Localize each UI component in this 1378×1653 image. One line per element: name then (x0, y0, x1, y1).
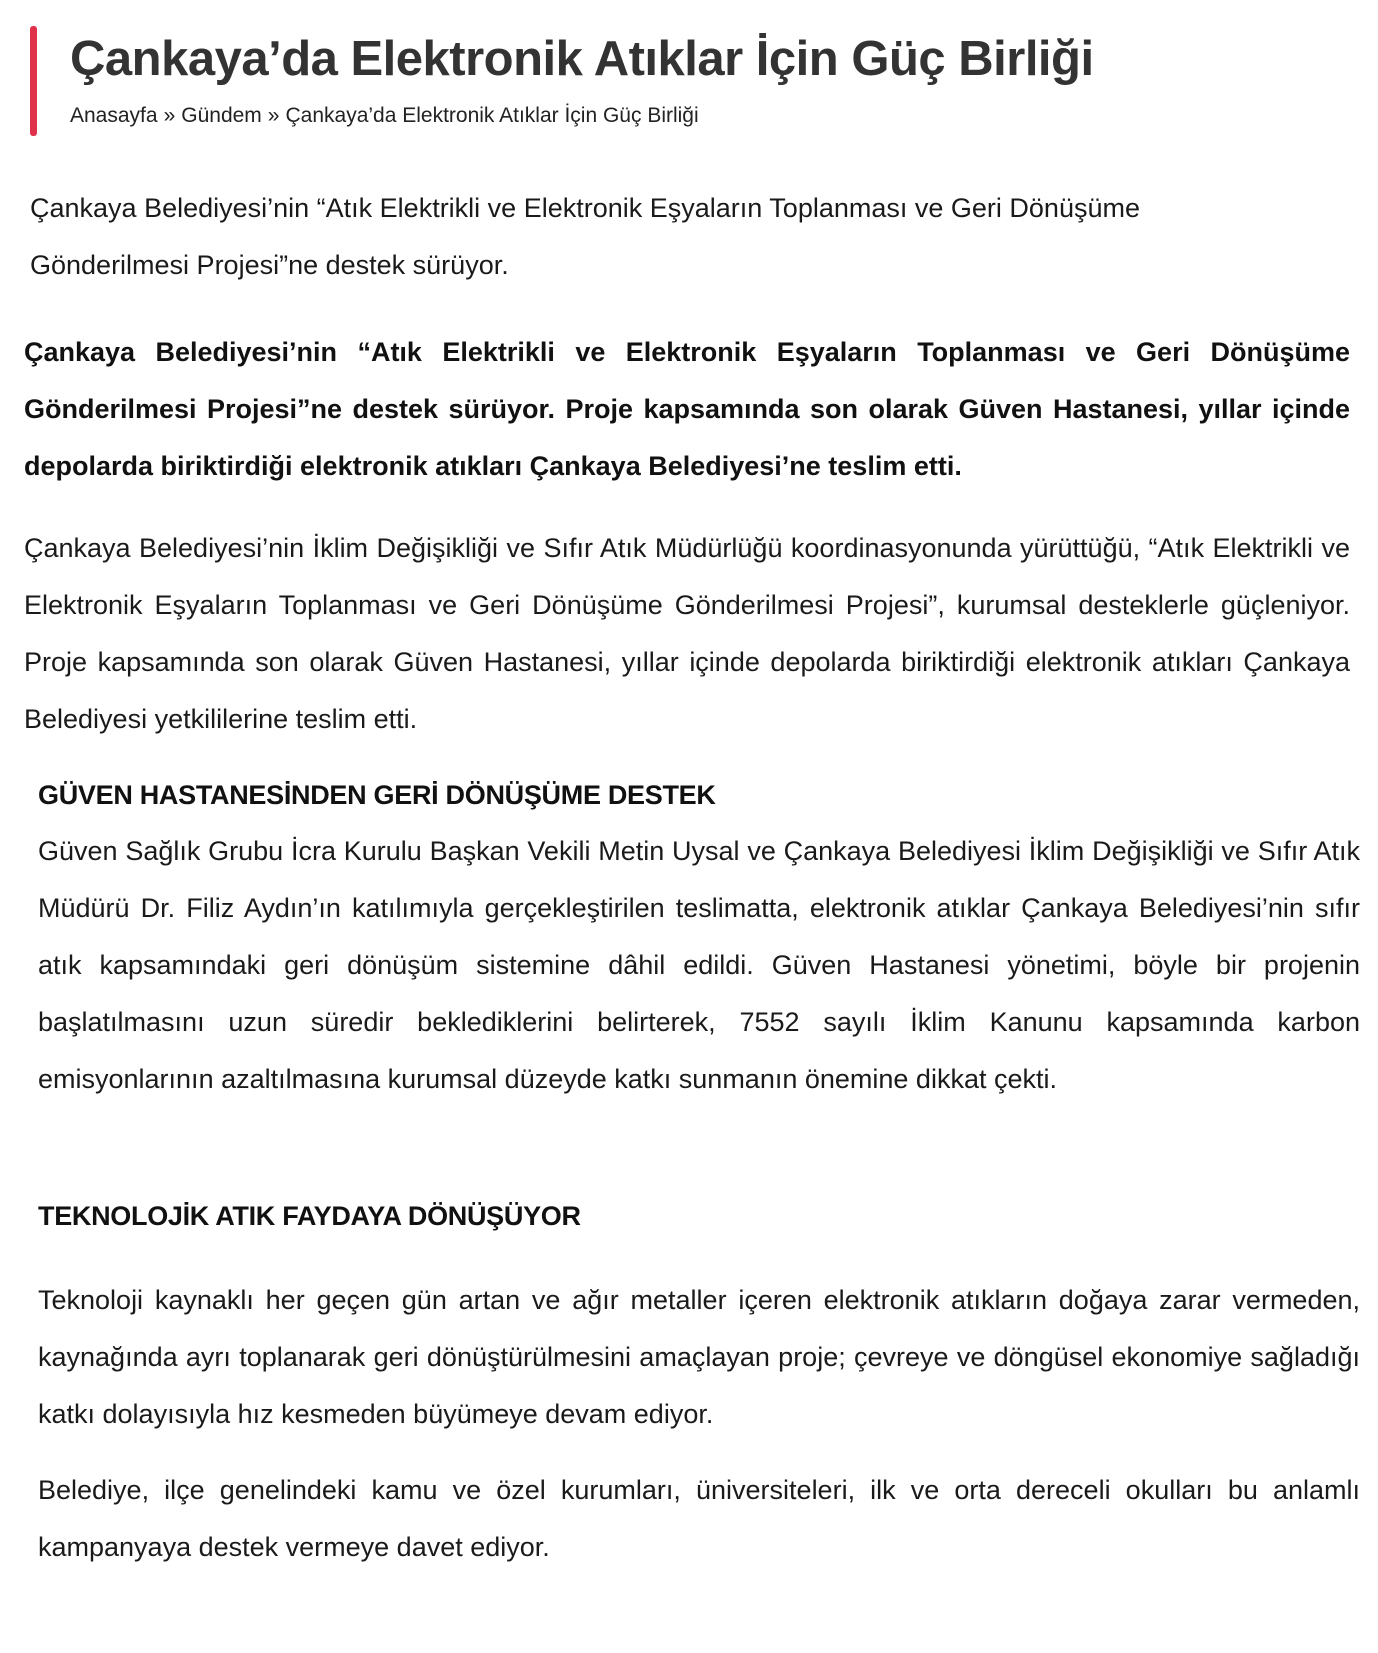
article-section-teknolojik (38, 1196, 1360, 1576)
section-paragraph: Güven Sağlık Grubu İcra Kurulu Başkan Vekili Metin Uysal ve Çankaya Belediyesi İklim Değişikliği ve Sıfır Atık Müdürü Dr. Filiz Aydın’ın katılımıyla gerçekleştirilen teslimatta, elektronik atıklar Çankaya Belediyesi’nin sıfır atık kapsamındaki geri dönüşüm sistemine dâhil edildi. Güven Hastanesi yönetimi, böyle bir projenin başlatılmasını uzun süredir beklediklerini belirterek, 7552 sayılı İklim Kanunu kapsamında karbon emisyonlarının azaltılmasına kurumsal düzeyde katkı sunmanın önemine dikkat çekti. (38, 836, 1360, 1094)
page-title: Çankaya’da Elektronik Atıklar İçin Güç Birliği (70, 32, 1094, 86)
article-section-guven (38, 775, 1360, 1108)
section-paragraph: Belediye, ilçe genelindeki kamu ve özel kurumları, üniversiteleri, ilk ve orta dereceli okulları bu anlamlı kampanyaya destek vermeye davet ediyor. (38, 1475, 1360, 1562)
article-lead: Çankaya Belediyesi’nin “Atık Elektrikli ve Elektronik Eşyaların Toplanması ve Geri Dönüşüme Gönderilmesi Projesi”ne destek sürüyor. Proje kapsamında son olarak Güven Hastanesi, yıllar içinde depolarda biriktirdiği elektronik atıkları Çankaya Belediyesi’ne teslim etti. (24, 337, 1350, 481)
breadcrumb-home-link[interactable]: Anasayfa (70, 104, 158, 127)
article-summary: Çankaya Belediyesi’nin “Atık Elektrikli ve Elektronik Eşyaların Toplanması ve Geri Dönüşüme Gönderilmesi Projesi”ne destek sürüyor. (30, 193, 1140, 280)
section-heading: TEKNOLOJİK ATIK FAYDAYA DÖNÜŞÜYOR (38, 1201, 581, 1231)
article-paragraph: Çankaya Belediyesi’nin İklim Değişikliği ve Sıfır Atık Müdürlüğü koordinasyonunda yürüttüğü, “Atık Elektrikli ve Elektronik Eşyaların Toplanması ve Geri Dönüşüme Gönderilmesi Projesi”, kurumsal desteklerle güçleniyor. Proje kapsamında son olarak Güven Hastanesi, yıllar içinde depolarda biriktirdiği elektronik atıkları Çankaya Belediyesi yetkililerine teslim etti. (24, 533, 1350, 734)
breadcrumb-separator: » (163, 104, 176, 127)
breadcrumb-category-link[interactable]: Gündem (181, 104, 262, 127)
title-block (30, 26, 1350, 136)
breadcrumb (70, 101, 699, 131)
breadcrumb-current: Çankaya’da Elektronik Atıklar İçin Güç Birliği (285, 104, 699, 127)
title-accent-bar (30, 26, 37, 136)
breadcrumb-separator: » (267, 104, 280, 127)
section-heading: GÜVEN HASTANESİNDEN GERİ DÖNÜŞÜME DESTEK (38, 780, 716, 810)
section-paragraph: Teknoloji kaynaklı her geçen gün artan ve ağır metaller içeren elektronik atıkların doğaya zarar vermeden, kaynağında ayrı toplanarak geri dönüştürülmesini amaçlayan proje; çevreye ve döngüsel ekonomiye sağladığı katkı dolayısıyla hız kesmeden büyümeye devam ediyor. (38, 1285, 1360, 1429)
